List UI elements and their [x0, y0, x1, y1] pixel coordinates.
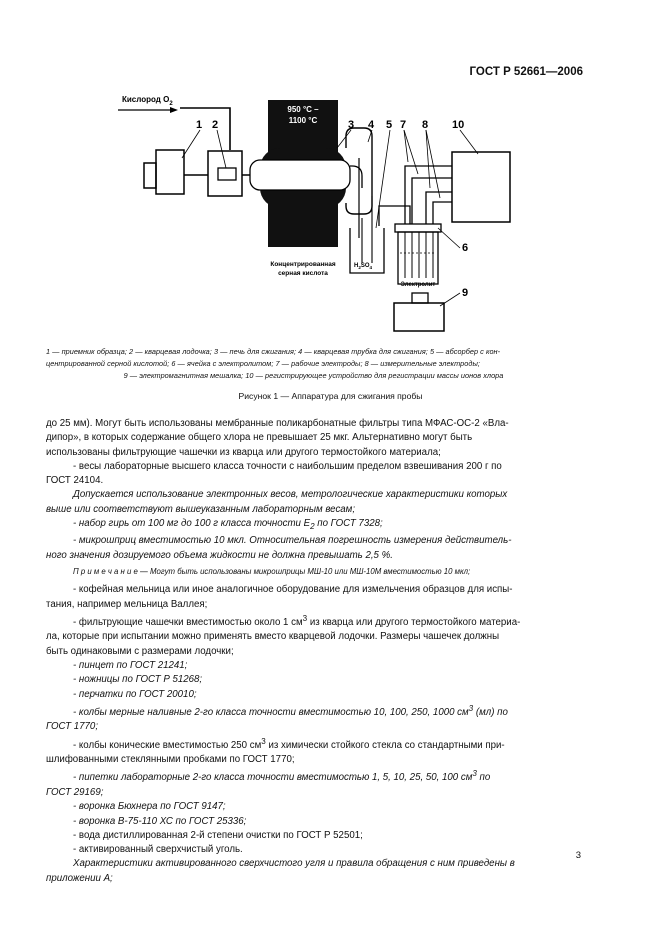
receiver-cap	[144, 163, 156, 188]
recording-device	[452, 152, 510, 222]
temperature-line1: 950 °С –	[287, 105, 319, 114]
list-item: - колбы мерные наливные 2-го класса точности вместимостью 10, 100, 250, 1000 $см^3$ (мл) по ГОСТ 1770;	[46, 703, 508, 733]
page-number: 3	[575, 850, 581, 861]
quartz-boat	[218, 168, 236, 180]
label-5: 5	[386, 119, 393, 131]
label-7: 7	[400, 119, 407, 131]
oxygen-arrowhead	[170, 107, 178, 113]
list-item: - колбы конические вместимостью 250 $см^3$ из химически стойкого стекла со стандартными при- шлифованными стеклянными пробками по ГОСТ 1770;	[46, 736, 505, 766]
label-3: 3	[348, 119, 355, 131]
label-6: 6	[462, 242, 469, 254]
legend-line-3: 9 — электромагнитная мешалка; 10 — регистрирующее устройство для регистрации массы ионов хлора	[123, 371, 504, 380]
electrolyte-cell	[398, 232, 438, 284]
legend-line-1: 1 — приемник образца; 2 — кварцевая лодочка; 3 — печь для сжигания; 4 — кварцевая трубка для сжигания; 5 — абсорбер с кон-	[46, 347, 501, 356]
list-item: - вода дистиллированная 2-й степени очистки по ГОСТ Р 52501;	[73, 829, 363, 841]
label-10: 10	[452, 119, 465, 131]
absorber-label: $H_2SO_4$	[354, 263, 373, 270]
list-item: - воронка В-75-110 ХС по ГОСТ 25336;	[73, 815, 247, 827]
label-9: 9	[462, 287, 469, 299]
figure-caption: Рисунок 1 — Аппаратура для сжигания пробы	[238, 391, 423, 401]
body-text	[46, 417, 583, 886]
legend-line-2: центрированной серной кислотой; 6 — ячейка с электролитом; 7 — рабочие электроды; 8 — измерительные электроды;	[46, 359, 480, 368]
label-4: 4	[368, 119, 375, 131]
label-1: 1	[196, 119, 203, 131]
list-item: - перчатки по ГОСТ 20010;	[73, 688, 197, 700]
electrolyte-label: Электролит	[400, 282, 436, 288]
list-item: - пипетки лабораторные 2-го класса точности вместимостью 1, 5, 10, 25, 50, 100 $см^3$ по ГОСТ 29169;	[46, 769, 491, 798]
paragraph: Характеристики активированного сверхчистого угля и правила обращения с ним приведены в приложении А;	[46, 858, 515, 884]
list-item: - воронка Бюхнера по ГОСТ 9147;	[73, 801, 226, 813]
list-item: - ножницы по ГОСТ Р 51268;	[73, 674, 203, 686]
note: П р и м е ч а н и е — Могут быть использованы микрошприцы МШ-10 или МШ-10М вместимостью 10 мкл;	[73, 566, 471, 576]
label-2: 2	[212, 119, 219, 131]
acid-label-1: Концентрированная	[270, 261, 336, 268]
paragraph: Допускается использование электронных весов, метрологические характеристики которых выше или соответствуют вышеуказанным лабораторным весам;	[46, 489, 508, 515]
figure-legend	[46, 346, 581, 382]
list-item: - пинцет по ГОСТ 21241;	[73, 659, 188, 671]
list-item: - активированный сверхчистый уголь.	[73, 844, 243, 856]
list-item: - весы лабораторные высшего класса точности с наибольшим пределом взвешивания 200 г по ГОСТ 24104.	[46, 460, 502, 487]
list-item: - набор гирь от 100 мг до 100 г класса точности $E_2$ по ГОСТ 7328;	[73, 518, 383, 532]
oxygen-pipe	[180, 108, 230, 150]
list-item: - кофейная мельница или иное аналогичное оборудование для измельчения образцов для испы- тания, например мельница Валлея;	[46, 584, 513, 610]
oxygen-label: Кислород $O_2$	[122, 95, 173, 107]
combustion-apparatus-diagram	[100, 88, 580, 338]
label-8: 8	[422, 119, 429, 131]
list-item: - микрошприц вместимостью 10 мкл. Относительная погрешность измерения действитель- ного значения дозируемого объема жидкости не должна превышать 2,5 %.	[46, 535, 512, 561]
cell-lid	[395, 224, 441, 232]
list-item: - фильтрующие чашечки вместимостью около 1 $см^3$ из кварца или другого термостойкого материа- ла, которые при испытании можно применять вместо кварцевой лодочки. Размеры чашечек должны быть одинаковыми с размерами лодочки;	[46, 613, 521, 657]
combustion-tube	[250, 160, 350, 190]
paragraph: до 25 мм). Могут быть использованы мембранные поликарбонатные фильтры типа МФАС-ОС-2 «Вла- дипор», в которых содержание общего хлора не превышает 25 мкг. Альтернативно могут быть использованы фильтрующие чашечки из кварца или другого термостойкого материала;	[46, 418, 509, 458]
temperature-line2: 1100 °С	[288, 116, 318, 125]
sample-receiver	[156, 150, 184, 194]
acid-label-2: серная кислота	[278, 270, 328, 277]
boat-holder	[208, 151, 242, 196]
furnace-bottom	[268, 202, 338, 247]
standard-header: ГОСТ Р 52661—2006	[469, 66, 583, 78]
magnetic-stirrer	[394, 303, 444, 331]
measuring-electrode-wire	[426, 192, 452, 224]
